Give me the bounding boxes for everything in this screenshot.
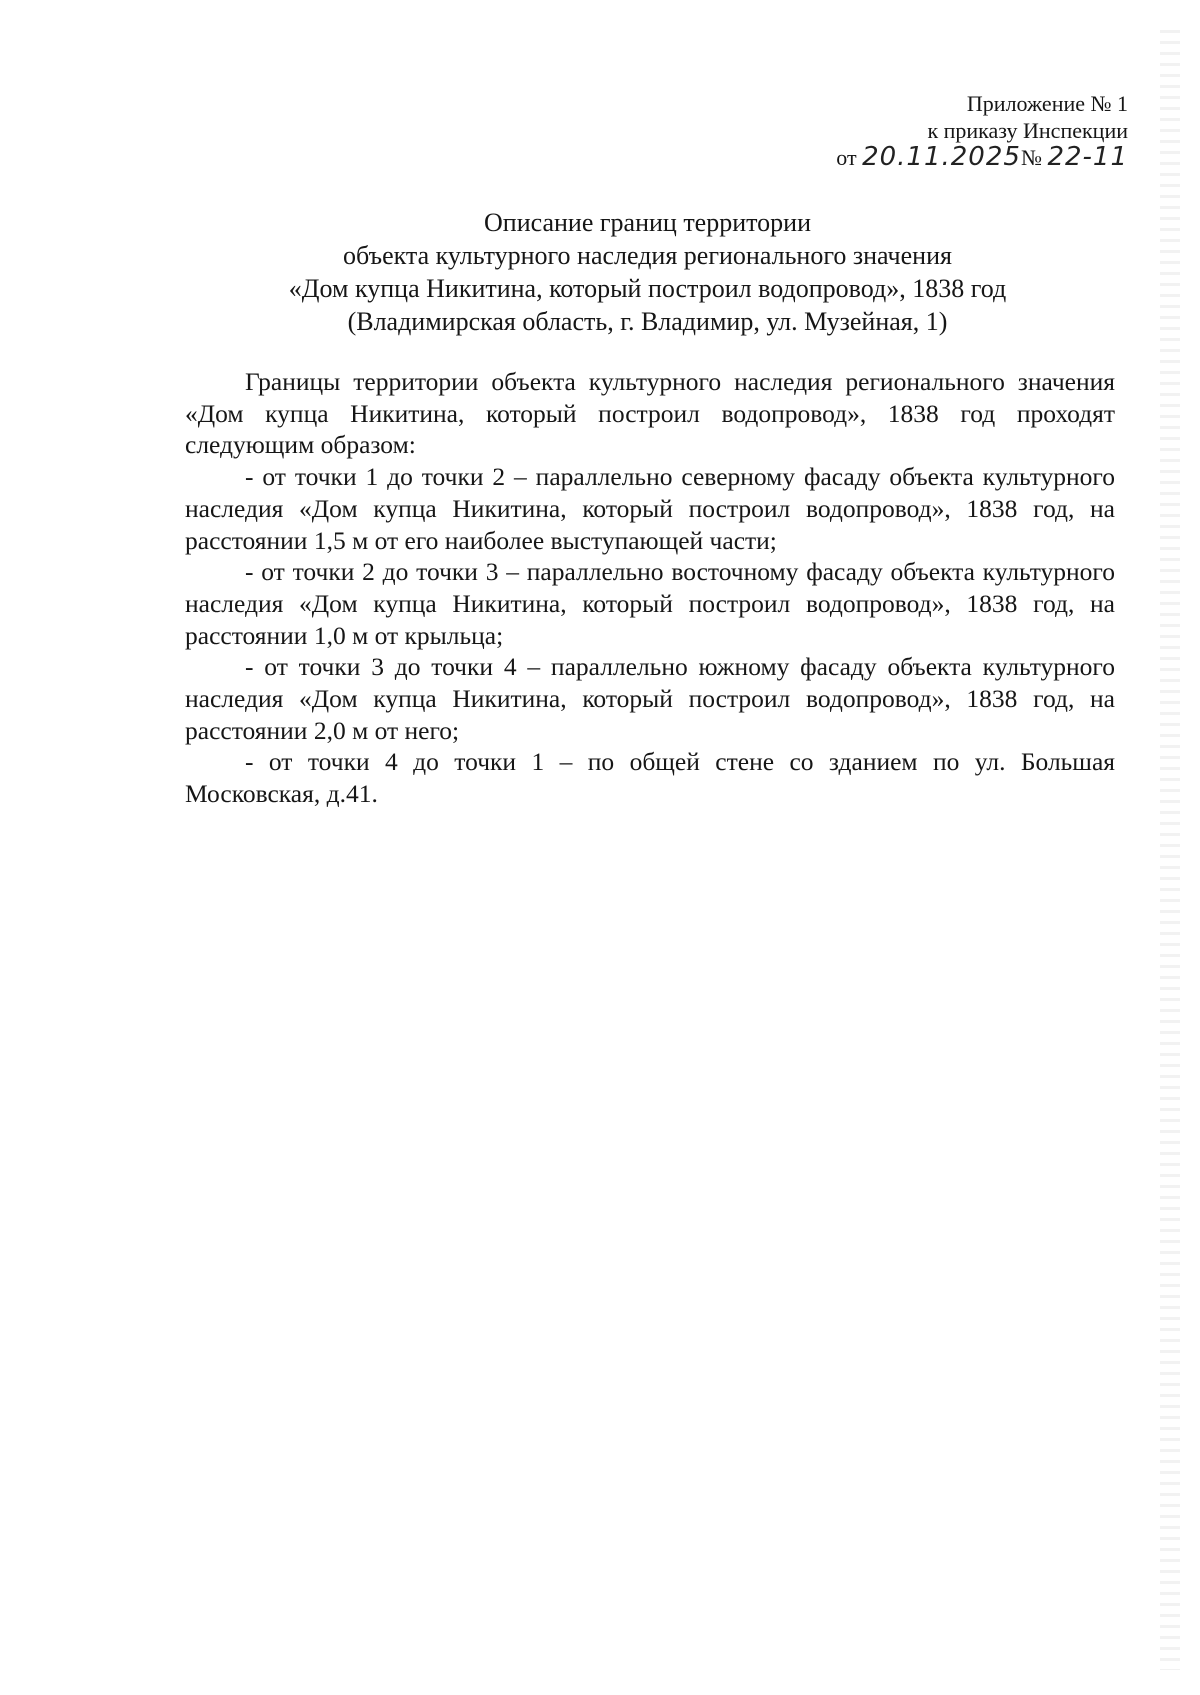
title-line-3: «Дом купца Никитина, который построил водопровод», 1838 год (288, 274, 1007, 303)
scan-edge-artifact (1160, 30, 1180, 1670)
handwritten-date: 20.11.2025 (862, 142, 1021, 172)
title-line-2: объекта культурного наследия регионального значения (343, 241, 952, 270)
document-title (180, 206, 1115, 338)
appendix-date-line (808, 144, 1128, 171)
appendix-from-label: от (836, 145, 857, 170)
appendix-header (808, 90, 1128, 171)
boundary-segment-4-1: - от точки 4 до точки 1 – по общей стене со зданием по ул. Большая Московская, д.41. (185, 747, 1115, 809)
number-sign: № (1020, 145, 1042, 170)
body-intro-paragraph: Границы территории объекта культурного наследия регионального значения «Дом купца Никитина, который построил водопровод», 1838 год проходят следующим образом: (185, 367, 1115, 460)
boundary-segment-2-3: - от точки 2 до точки 3 – параллельно восточному фасаду объекта культурного наследия «Дом купца Никитина, который построил водопровод», 1838 год, на расстоянии 1,0 м от крыльца; (185, 557, 1115, 650)
document-body (185, 366, 1115, 810)
title-line-1: Описание границ территории (484, 208, 811, 237)
appendix-number: Приложение № 1 (966, 91, 1128, 116)
handwritten-order-number: 22-11 (1047, 142, 1128, 172)
appendix-order-reference: к приказу Инспекции (927, 118, 1128, 143)
boundary-segment-1-2: - от точки 1 до точки 2 – параллельно северному фасаду объекта культурного наследия «Дом купца Никитина, который построил водопровод», 1838 год, на расстоянии 1,5 м от его наиболее выступающей части; (185, 462, 1115, 555)
title-line-4: (Владимирская область, г. Владимир, ул. Музейная, 1) (347, 307, 948, 336)
boundary-segment-3-4: - от точки 3 до точки 4 – параллельно южному фасаду объекта культурного наследия «Дом купца Никитина, который построил водопровод», 1838 год, на расстоянии 2,0 м от него; (185, 652, 1115, 745)
